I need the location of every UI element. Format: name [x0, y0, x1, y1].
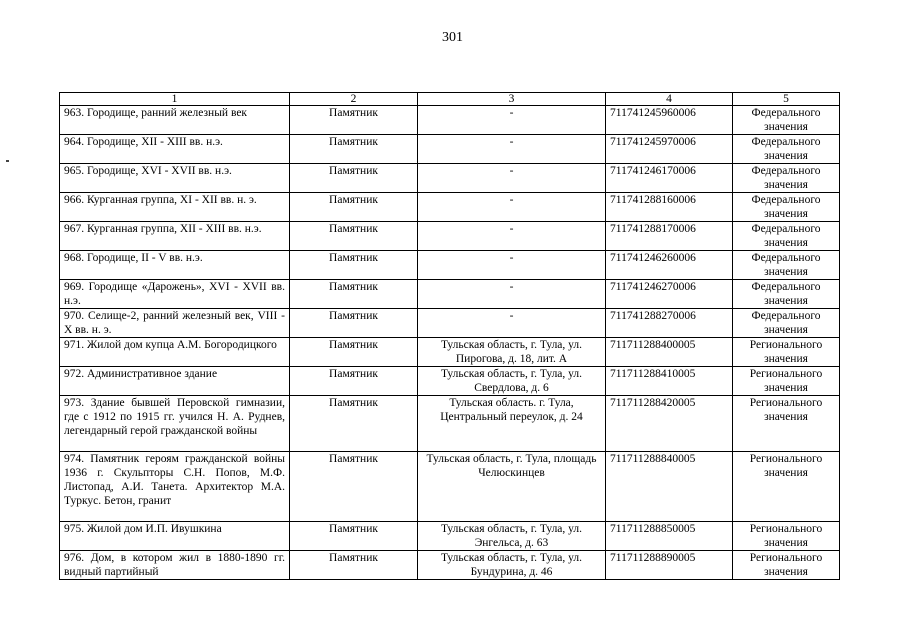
column-header-1: 1: [60, 93, 290, 106]
page-number: 301: [442, 30, 463, 45]
column-header-2: 2: [290, 93, 418, 106]
object-type: Памятник: [290, 522, 418, 551]
significance: Федерального значения: [733, 222, 840, 251]
object-name: 967. Курганная группа, XII - XIII вв. н.э.: [60, 222, 290, 251]
significance: Регионального значения: [733, 522, 840, 551]
object-address: Тульская область, г. Тула, площадь Челюскинцев: [418, 452, 606, 522]
object-type: Памятник: [290, 222, 418, 251]
object-address: -: [418, 222, 606, 251]
table-row: [60, 222, 840, 251]
object-type: Памятник: [290, 338, 418, 367]
heritage-registry-table: [59, 92, 840, 580]
object-name: 973. Здание бывшей Перовской гимназии, где с 1912 по 1915 гг. учился Н. А. Руднев, легендарный герой гражданской войны: [60, 396, 290, 452]
significance: Регионального значения: [733, 396, 840, 452]
table-row: [60, 522, 840, 551]
object-address: Тульская область, г. Тула, ул. Бундурина, д. 46: [418, 551, 606, 580]
object-type: Памятник: [290, 280, 418, 309]
registry-code: 711741246270006: [606, 280, 733, 309]
object-name: 975. Жилой дом И.П. Ивушкина: [60, 522, 290, 551]
object-type: Памятник: [290, 164, 418, 193]
table-row: [60, 367, 840, 396]
table-row: [60, 106, 840, 135]
object-address: -: [418, 164, 606, 193]
table-row: [60, 164, 840, 193]
object-address: -: [418, 309, 606, 338]
object-name: 976. Дом, в котором жил в 1880-1890 гг. видный партийный: [60, 551, 290, 580]
registry-code: 711711288840005: [606, 452, 733, 522]
object-address: -: [418, 135, 606, 164]
object-type: Памятник: [290, 135, 418, 164]
registry-code: 711741246260006: [606, 251, 733, 280]
object-address: -: [418, 193, 606, 222]
object-name: 965. Городище, XVI - XVII вв. н.э.: [60, 164, 290, 193]
significance: Регионального значения: [733, 551, 840, 580]
object-address: -: [418, 106, 606, 135]
registry-code: 711741288170006: [606, 222, 733, 251]
object-address: Тульская область. г. Тула, Центральный переулок, д. 24: [418, 396, 606, 452]
significance: Федерального значения: [733, 193, 840, 222]
margin-mark: [6, 160, 9, 162]
object-type: Памятник: [290, 251, 418, 280]
registry-code: 711711288400005: [606, 338, 733, 367]
object-address: -: [418, 280, 606, 309]
object-type: Памятник: [290, 309, 418, 338]
column-header-4: 4: [606, 93, 733, 106]
object-name: 966. Курганная группа, XI - XII вв. н. э.: [60, 193, 290, 222]
object-address: -: [418, 251, 606, 280]
registry-code: 711741246170006: [606, 164, 733, 193]
table-header-row: [60, 93, 840, 106]
column-header-3: 3: [418, 93, 606, 106]
object-name: 969. Городище «Дарожень», XVI - XVII вв. н.э.: [60, 280, 290, 309]
significance: Федерального значения: [733, 135, 840, 164]
table-row: [60, 452, 840, 522]
table-row: [60, 309, 840, 338]
table-row: [60, 396, 840, 452]
significance: Регионального значения: [733, 367, 840, 396]
registry-code: 711711288410005: [606, 367, 733, 396]
object-name: 974. Памятник героям гражданской войны 1936 г. Скульпторы С.Н. Попов, М.Ф. Листопад, А.И. Танета. Архитектор М.А. Туркус. Бетон, гранит: [60, 452, 290, 522]
table-row: [60, 135, 840, 164]
object-address: Тульская область, г. Тула, ул. Пирогова, д. 18, лит. А: [418, 338, 606, 367]
significance: Регионального значения: [733, 338, 840, 367]
object-name: 971. Жилой дом купца А.М. Богородицкого: [60, 338, 290, 367]
registry-code: 711711288420005: [606, 396, 733, 452]
table-row: [60, 251, 840, 280]
object-address: Тульская область, г. Тула, ул. Энгельса, д. 63: [418, 522, 606, 551]
column-header-5: 5: [733, 93, 840, 106]
registry-code: 711741288160006: [606, 193, 733, 222]
significance: Регионального значения: [733, 452, 840, 522]
table-row: [60, 193, 840, 222]
registry-code: 711741245970006: [606, 135, 733, 164]
significance: Федерального значения: [733, 309, 840, 338]
registry-code: 711741288270006: [606, 309, 733, 338]
significance: Федерального значения: [733, 280, 840, 309]
object-name: 972. Административное здание: [60, 367, 290, 396]
object-type: Памятник: [290, 367, 418, 396]
object-type: Памятник: [290, 396, 418, 452]
object-type: Памятник: [290, 106, 418, 135]
table-row: [60, 280, 840, 309]
object-type: Памятник: [290, 551, 418, 580]
object-type: Памятник: [290, 193, 418, 222]
registry-code: 711711288890005: [606, 551, 733, 580]
table-row: [60, 338, 840, 367]
significance: Федерального значения: [733, 164, 840, 193]
table-row: [60, 551, 840, 580]
registry-code: 711711288850005: [606, 522, 733, 551]
object-address: Тульская область, г. Тула, ул. Свердлова, д. 6: [418, 367, 606, 396]
significance: Федерального значения: [733, 251, 840, 280]
object-name: 964. Городище, XII - XIII вв. н.э.: [60, 135, 290, 164]
object-name: 970. Селище-2, ранний железный век, VIII - X вв. н. э.: [60, 309, 290, 338]
object-type: Памятник: [290, 452, 418, 522]
significance: Федерального значения: [733, 106, 840, 135]
object-name: 968. Городище, II - V вв. н.э.: [60, 251, 290, 280]
registry-code: 711741245960006: [606, 106, 733, 135]
object-name: 963. Городище, ранний железный век: [60, 106, 290, 135]
